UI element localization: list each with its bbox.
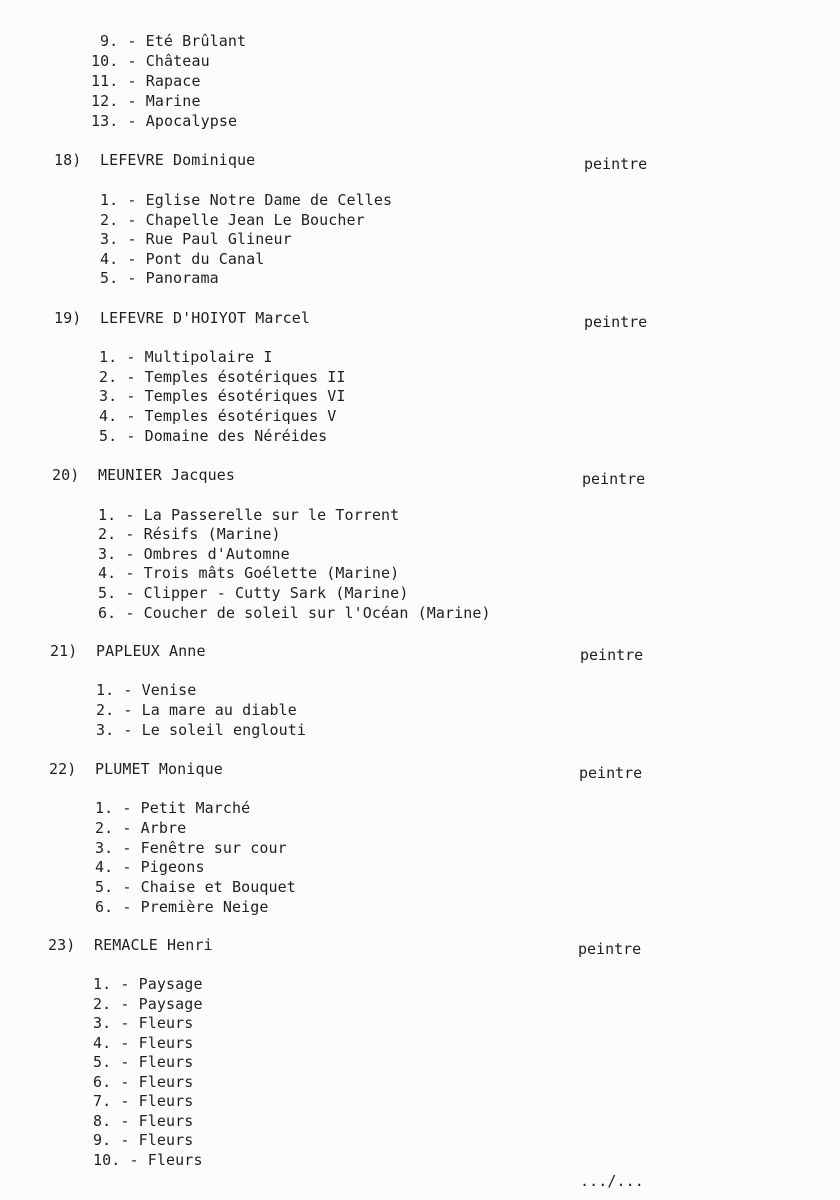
artist-role: peintre: [584, 155, 648, 173]
list-item: 2. - Arbre: [95, 819, 187, 837]
list-item: 1. - Paysage: [93, 975, 203, 993]
list-item: 1. - Multipolaire I: [99, 348, 273, 366]
list-item: 4. - Temples ésotériques V: [99, 407, 337, 425]
artist-number: 19): [54, 309, 82, 327]
list-item: 3. - Fenêtre sur cour: [95, 839, 287, 857]
list-item: 6. - Coucher de soleil sur l'Océan (Marine): [98, 604, 491, 622]
list-item: 6. - Fleurs: [93, 1073, 194, 1091]
list-item: 12. - Marine: [91, 92, 201, 110]
artist-role: peintre: [584, 313, 648, 331]
artist-name: LEFEVRE D'HOIYOT Marcel: [100, 309, 311, 327]
list-item: 4. - Pigeons: [95, 858, 205, 876]
list-item: 7. - Fleurs: [93, 1092, 194, 1110]
artist-role: peintre: [579, 764, 643, 782]
list-item: 1. - La Passerelle sur le Torrent: [98, 506, 400, 524]
list-item: 4. - Trois mâts Goélette (Marine): [98, 564, 400, 582]
list-item: 13. - Apocalypse: [91, 112, 238, 130]
artist-name: MEUNIER Jacques: [98, 466, 235, 484]
list-item: 1. - Eglise Notre Dame de Celles: [100, 191, 393, 209]
artist-role: peintre: [580, 646, 644, 664]
artist-name: PAPLEUX Anne: [96, 642, 206, 660]
list-item: 2. - Temples ésotériques II: [99, 368, 346, 386]
artist-number: 22): [49, 760, 77, 778]
list-item: 6. - Première Neige: [95, 898, 269, 916]
list-item: 9. - Eté Brûlant: [100, 32, 247, 50]
continuation-mark: .../...: [580, 1172, 644, 1190]
artist-role: peintre: [582, 470, 646, 488]
list-item: 2. - Paysage: [93, 995, 203, 1013]
list-item: 4. - Fleurs: [93, 1034, 194, 1052]
list-item: 5. - Fleurs: [93, 1053, 194, 1071]
list-item: 3. - Rue Paul Glineur: [100, 230, 292, 248]
artist-number: 23): [48, 936, 76, 954]
list-item: 5. - Domaine des Néréides: [99, 427, 328, 445]
list-item: 8. - Fleurs: [93, 1112, 194, 1130]
list-item: 4. - Pont du Canal: [100, 250, 265, 268]
artist-role: peintre: [578, 940, 642, 958]
artist-number: 21): [50, 642, 78, 660]
list-item: 10. - Château: [91, 52, 210, 70]
list-item: 1. - Venise: [96, 681, 197, 699]
list-item: 3. - Temples ésotériques VI: [99, 387, 346, 405]
artist-number: 20): [52, 466, 80, 484]
artist-name: LEFEVRE Dominique: [100, 151, 256, 169]
list-item: 2. - Résifs (Marine): [98, 525, 281, 543]
list-item: 5. - Clipper - Cutty Sark (Marine): [98, 584, 409, 602]
list-item: 5. - Chaise et Bouquet: [95, 878, 296, 896]
list-item: 2. - Chapelle Jean Le Boucher: [100, 211, 365, 229]
list-item: 5. - Panorama: [100, 269, 219, 287]
list-item: 3. - Le soleil englouti: [96, 721, 307, 739]
artist-name: REMACLE Henri: [94, 936, 213, 954]
list-item: 10. - Fleurs: [93, 1151, 203, 1169]
list-item: 1. - Petit Marché: [95, 799, 251, 817]
list-item: 3. - Fleurs: [93, 1014, 194, 1032]
list-item: 9. - Fleurs: [93, 1131, 194, 1149]
list-item: 3. - Ombres d'Automne: [98, 545, 290, 563]
artist-name: PLUMET Monique: [95, 760, 223, 778]
artist-number: 18): [54, 151, 82, 169]
list-item: 2. - La mare au diable: [96, 701, 297, 719]
list-item: 11. - Rapace: [91, 72, 201, 90]
